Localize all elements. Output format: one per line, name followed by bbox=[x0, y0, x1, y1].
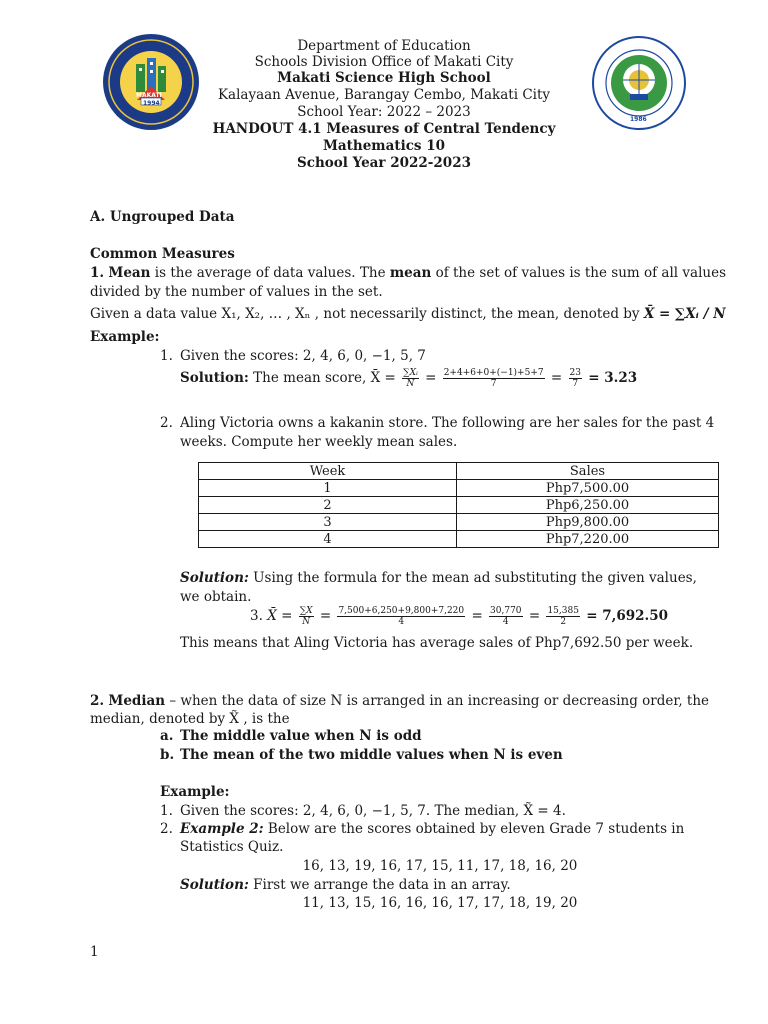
mean-ex2-number: 2. bbox=[160, 415, 173, 431]
mean-term2: mean bbox=[389, 265, 432, 281]
median-rule-a: The middle value when N is odd bbox=[180, 728, 422, 744]
mean-text1: is the average of data values. The bbox=[150, 265, 390, 281]
mean-definition-line1 bbox=[90, 265, 726, 281]
table-row bbox=[199, 480, 719, 497]
mean-solution-line2: we obtain. bbox=[180, 589, 252, 605]
mean-ex1-result: = 3.23 bbox=[588, 370, 638, 386]
table-cell-sales: Php6,250.00 bbox=[457, 497, 719, 514]
mean-solution-fraction2: $\frac{7,500+6,250+9,800+7,220}{4}$ bbox=[338, 606, 465, 627]
median-scores: 16, 13, 19, 16, 17, 15, 11, 17, 18, 16, 20 bbox=[302, 858, 578, 874]
table-cell-week: 4 bbox=[199, 531, 457, 548]
mean-solution-label: Solution: bbox=[180, 570, 249, 586]
header-address: Kalayaan Avenue, Barangay Cembo, Makati City bbox=[217, 87, 551, 103]
sales-table bbox=[198, 462, 719, 548]
handout-title: HANDOUT 4.1 Measures of Central Tendency bbox=[212, 121, 556, 137]
table-row bbox=[199, 497, 719, 514]
median-ex2-term: Example 2: bbox=[180, 821, 264, 837]
table-row bbox=[199, 514, 719, 531]
mean-ex1-number: 1. bbox=[160, 348, 173, 364]
mean-given-text: Given a data value X₁, X₂, … , Xₙ , not necessarily distinct, the mean, denoted by bbox=[90, 306, 640, 322]
median-ex2-text1: Below are the scores obtained by eleven Grade 7 students in bbox=[263, 821, 685, 837]
mean-term: Mean bbox=[108, 265, 151, 281]
seal-year: 1994 bbox=[143, 100, 160, 107]
median-definition-line1 bbox=[90, 693, 709, 709]
mean-definition-line2: divided by the number of values in the set. bbox=[90, 284, 383, 300]
median-ex1-number: 1. bbox=[160, 803, 173, 819]
table-cell-sales: Php7,220.00 bbox=[457, 531, 719, 548]
handout-subject: Mathematics 10 bbox=[322, 138, 446, 154]
median-ex2-line2: Statistics Quiz. bbox=[180, 839, 284, 855]
median-example-label: Example: bbox=[160, 784, 230, 800]
mean-solution-result: = 7,692.50 bbox=[586, 608, 669, 624]
mean-ex1-solution-label: Solution: bbox=[180, 370, 249, 386]
median-solution-line bbox=[180, 877, 511, 893]
mean-given-line bbox=[90, 306, 726, 322]
seal-year-right: 1986 bbox=[630, 116, 647, 123]
table-header-week: Week bbox=[199, 463, 457, 480]
mean-solution-fraction3: $\frac{30,770}{4}$ bbox=[490, 606, 522, 627]
seal-center-text: MAKATI bbox=[136, 92, 162, 99]
mean-given-formula: X̄ = ∑Xᵢ / N bbox=[643, 306, 726, 322]
table-cell-week: 1 bbox=[199, 480, 457, 497]
mean-ex2-text2: weeks. Compute her weekly mean sales. bbox=[180, 434, 458, 450]
median-rule-b-label: b. bbox=[160, 747, 175, 763]
median-ex2-line1 bbox=[180, 821, 684, 837]
common-measures-heading: Common Measures bbox=[90, 246, 235, 262]
median-rule-b: The mean of the two middle values when N is even bbox=[180, 747, 563, 763]
section-heading-ungrouped: A. Ungrouped Data bbox=[90, 209, 235, 225]
mean-ex1-fraction3: $\frac{23}{7}$ bbox=[569, 368, 581, 389]
mean-solution-line1 bbox=[180, 570, 697, 586]
table-header-sales: Sales bbox=[457, 463, 719, 480]
mean-ex2-text1: Aling Victoria owns a kakanin store. The following are her sales for the past 4 bbox=[180, 415, 715, 431]
table-header-row bbox=[199, 463, 719, 480]
mean-solution-fraction1: $\frac{\sum X}{N}$ bbox=[299, 606, 313, 627]
table-cell-sales: Php9,800.00 bbox=[457, 514, 719, 531]
median-definition-line2: median, denoted by X̃ , is the bbox=[90, 711, 290, 727]
table-cell-sales: Php7,500.00 bbox=[457, 480, 719, 497]
median-ex2-number: 2. bbox=[160, 821, 173, 837]
mean-solution-number: 3. bbox=[250, 608, 263, 624]
mean-ex1-solution: Solution: The mean score, X̄ = $\frac{\text{∑Xᵢ}}{N}$ = $\frac{2+4+6+0+(-1)+5+7}{7}$ = $\frac{23}{7}$ = 3.23 bbox=[180, 368, 638, 389]
median-solution-text: First we arrange the data in an array. bbox=[248, 877, 511, 893]
median-sorted-scores: 11, 13, 15, 16, 16, 16, 17, 17, 18, 19, 20 bbox=[302, 895, 578, 911]
mean-number: 1. bbox=[90, 265, 105, 281]
median-term: Median bbox=[108, 693, 166, 709]
mean-solution-text1: Using the formula for the mean ad substituting the given values, bbox=[248, 570, 697, 586]
median-ex1-text: Given the scores: 2, 4, 6, 0, −1, 5, 7. The median, X̃ = 4. bbox=[180, 803, 566, 819]
table-row bbox=[199, 531, 719, 548]
mean-example-label: Example: bbox=[90, 329, 160, 345]
mean-conclusion: This means that Aling Victoria has average sales of Php7,692.50 per week. bbox=[180, 635, 694, 651]
median-solution-label: Solution: bbox=[180, 877, 249, 893]
mean-ex1-fraction1: $\frac{\text{∑Xᵢ}}{N}$ bbox=[403, 368, 418, 389]
handout-school-year: School Year 2022-2023 bbox=[297, 155, 471, 171]
mean-solution-fraction4: $\frac{15,385}{2}$ bbox=[547, 606, 579, 627]
page-number: 1 bbox=[90, 944, 99, 960]
median-text1: – when the data of size N is arranged in an increasing or decreasing order, the bbox=[165, 693, 710, 709]
median-rule-a-label: a. bbox=[160, 728, 174, 744]
mean-ex1-solution-text: The mean score, X̄ = bbox=[253, 370, 396, 386]
median-number: 2. bbox=[90, 693, 105, 709]
header-school: Makati Science High School bbox=[277, 70, 491, 86]
mean-ex1-fraction2: $\frac{2+4+6+0+(-1)+5+7}{7}$ bbox=[443, 368, 544, 389]
header-school-year: School Year: 2022 – 2023 bbox=[297, 104, 471, 120]
table-cell-week: 2 bbox=[199, 497, 457, 514]
header-division: Schools Division Office of Makati City bbox=[254, 54, 514, 70]
table-cell-week: 3 bbox=[199, 514, 457, 531]
mean-solution-formula: 3. X̄ = $\frac{\sum X}{N}$ = $\frac{7,500+6,250+9,800+7,220}{4}$ = $\frac{30,770}{4}$ = $\frac{15,385}{2}$ = 7,692.50 bbox=[250, 606, 669, 627]
mean-text2: of the set of values is the sum of all values bbox=[431, 265, 726, 281]
mean-ex1-text: Given the scores: 2, 4, 6, 0, −1, 5, 7 bbox=[180, 348, 426, 364]
header-dept: Department of Education bbox=[297, 38, 471, 54]
